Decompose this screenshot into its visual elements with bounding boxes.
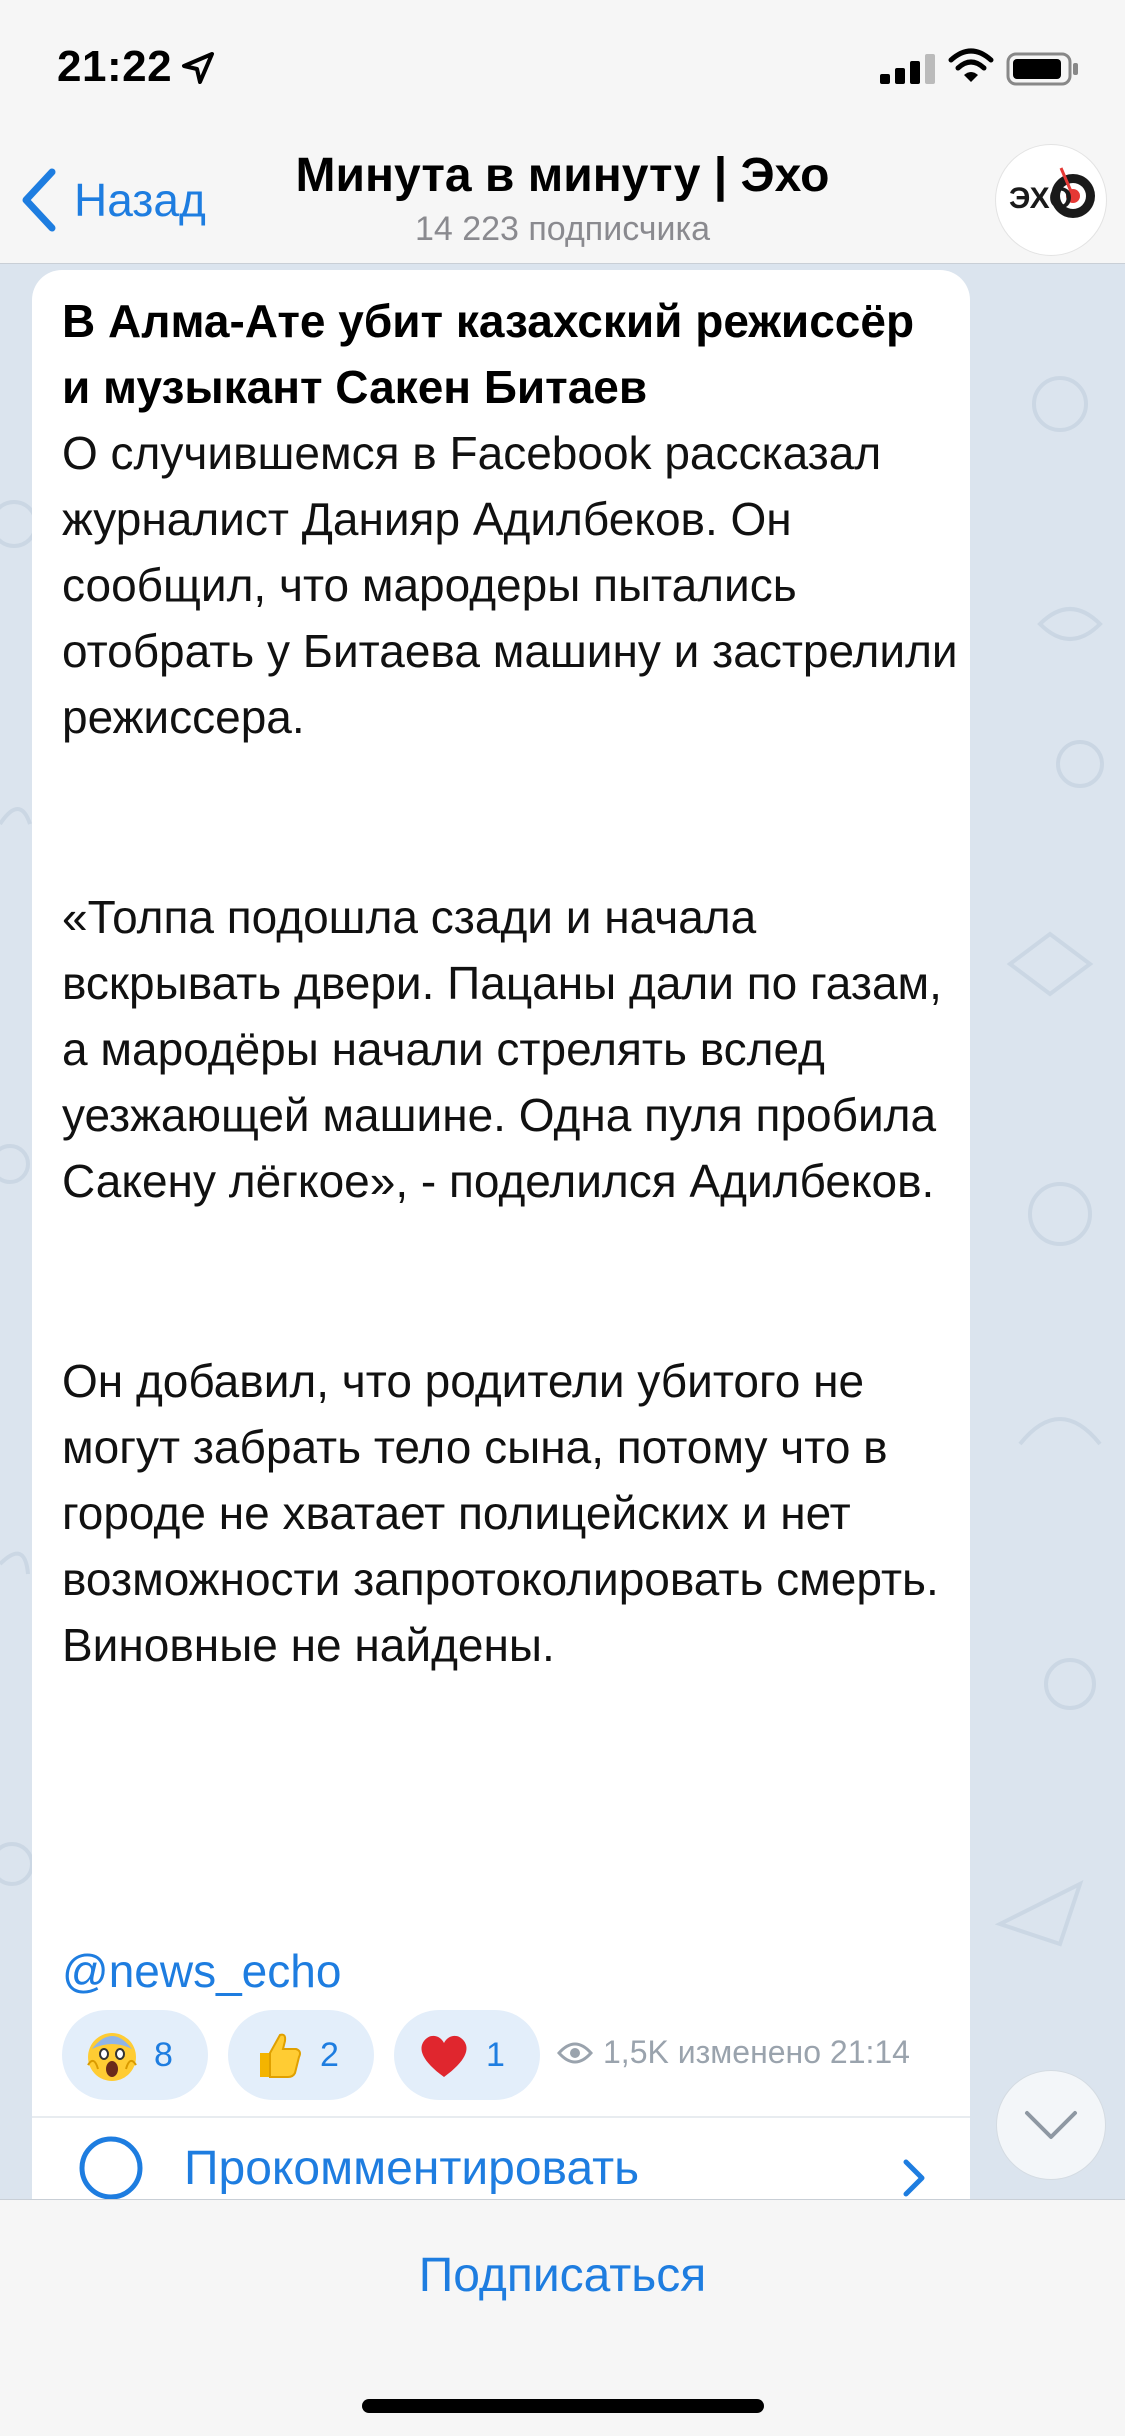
- subscribe-button[interactable]: Подписаться: [418, 2249, 707, 2302]
- message-paragraph: О случившемся в Facebook рассказал журналист Данияр Адилбеков. Он сообщил, что мародеры пытались отобрать у Битаева машину и застрелили режиссера.: [62, 427, 958, 743]
- message-meta: [557, 2034, 910, 2071]
- home-indicator: [362, 2399, 764, 2413]
- message-bubble: [32, 270, 970, 2270]
- comment-bubble-icon: [78, 2135, 144, 2201]
- svg-text:ЭХО: ЭХО: [1009, 182, 1073, 215]
- status-time: 21:22: [57, 42, 173, 91]
- channel-link[interactable]: @news_echo: [62, 1945, 342, 1997]
- comment-label: Прокомментировать: [184, 2141, 640, 2195]
- reaction-scream[interactable]: [62, 2010, 208, 2100]
- message-time: 21:14: [829, 2034, 910, 2070]
- chevron-right-icon: [902, 2158, 926, 2198]
- back-button-label: Назад: [74, 174, 206, 226]
- channel-subscriber-count: 14 223 подписчика: [414, 210, 711, 248]
- bottom-bar: [0, 2199, 1125, 2436]
- channel-title[interactable]: Минута в минуту | Эхо: [295, 149, 830, 202]
- views-count: 1,5K: [603, 2034, 669, 2070]
- reaction-heart[interactable]: [394, 2010, 540, 2100]
- echo-logo: [1001, 150, 1101, 250]
- views-eye-icon: [557, 2041, 593, 2065]
- wifi-icon: [948, 48, 994, 84]
- chevron-down-icon: [1023, 2109, 1079, 2141]
- reaction-count: 8: [154, 2035, 173, 2074]
- message-paragraph: Он добавил, что родители убитого не могут забрать тело сына, потому что в городе не хватает полицейских и нет возможности запротоколировать смерть. Виновные не найдены.: [62, 1355, 939, 1671]
- channel-avatar[interactable]: [996, 145, 1106, 255]
- scream-emoji-icon: [84, 2027, 140, 2083]
- cellular-signal-icon: [880, 54, 936, 84]
- location-arrow-icon: [180, 50, 216, 86]
- thumbs-up-emoji-icon: [250, 2027, 306, 2083]
- heart-emoji-icon: [416, 2027, 472, 2083]
- reaction-count: 1: [486, 2035, 505, 2074]
- reaction-count: 2: [320, 2035, 339, 2074]
- battery-icon: [1006, 52, 1080, 86]
- scroll-down-button[interactable]: [996, 2070, 1106, 2180]
- message-paragraph: «Толпа подошла сзади и начала вскрывать двери. Пацаны дали по газам, а мародёры начали стрелять вслед уезжающей машине. Одна пуля пробила Сакену лёгкое», - поделился Адилбеков.: [62, 891, 942, 1207]
- reaction-thumbs-up[interactable]: [228, 2010, 374, 2100]
- edited-label: изменено: [677, 2034, 821, 2070]
- message-title: В Алма-Ате убит казахский режиссёр и музыкант Сакен Битаев: [62, 295, 915, 413]
